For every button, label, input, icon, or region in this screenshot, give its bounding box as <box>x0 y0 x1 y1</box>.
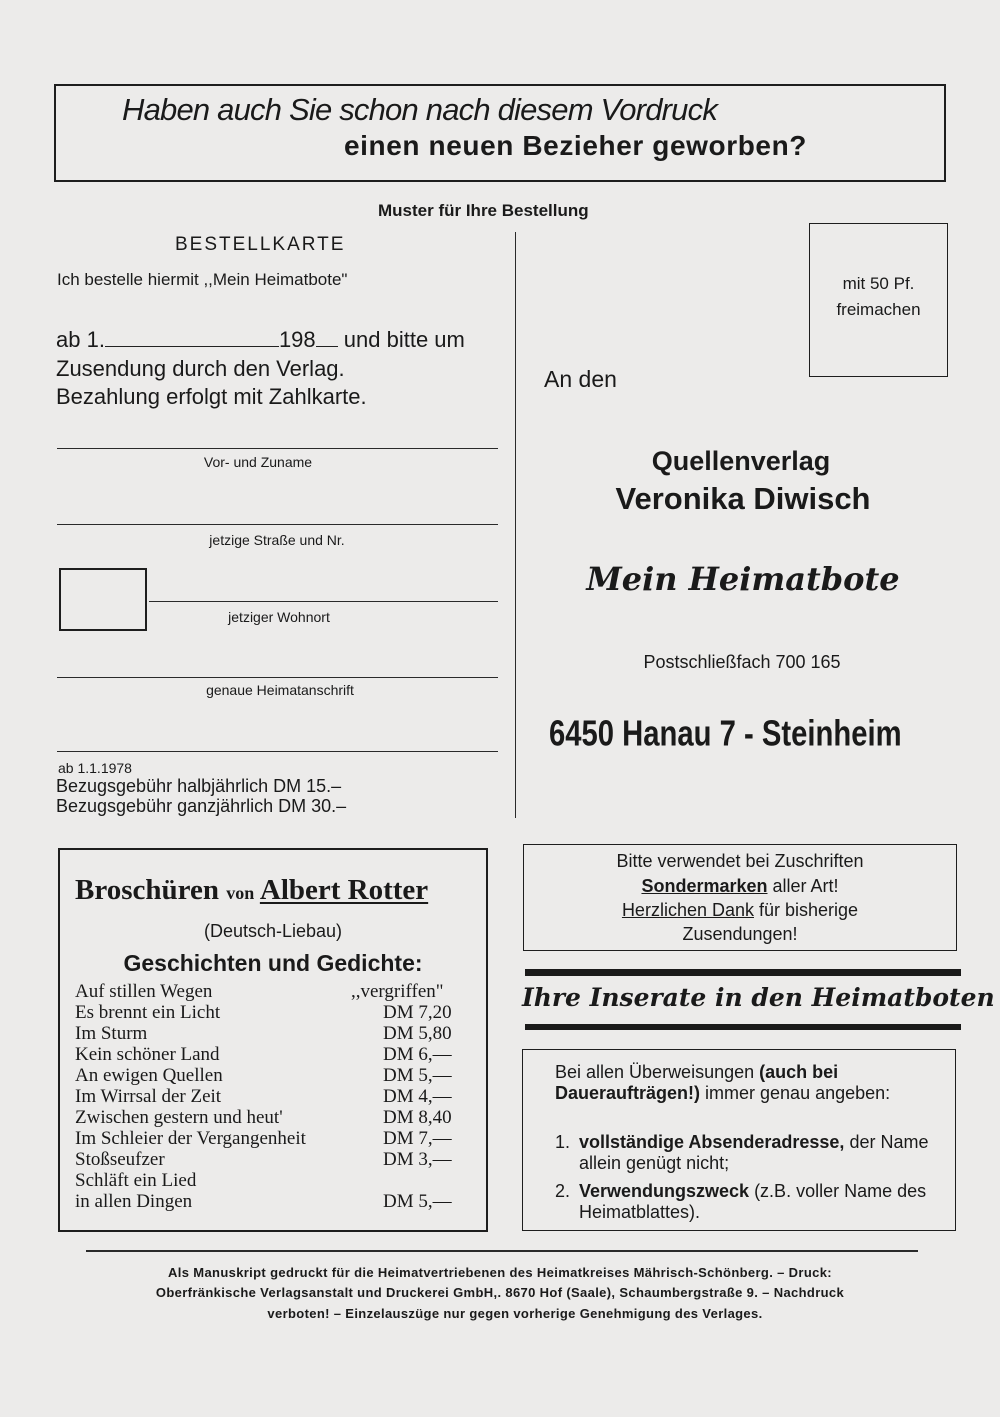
sondermarken: Sondermarken <box>641 876 768 896</box>
footer-rule <box>86 1250 918 1252</box>
city-label: jetziger Wohnort <box>228 609 330 625</box>
date-suffix: und bitte um <box>343 327 465 352</box>
extra-field[interactable] <box>57 751 498 752</box>
home-field[interactable] <box>57 677 498 678</box>
header-line-1: Haben auch Sie schon nach diesem Vordruck <box>122 92 718 127</box>
fee-full: Bezugsgebühr ganzjährlich DM 30.– <box>56 796 347 816</box>
stamps-note-l2 <box>524 876 956 897</box>
list-item: Im Schleier der Vergangenheit DM 7,— <box>75 1128 452 1149</box>
transfer-intro-b: (auch bei Daueraufträgen!) <box>555 1062 839 1103</box>
to-label: An den <box>544 366 617 392</box>
stamps-note-l1: Bitte verwendet bei Zuschriften <box>616 851 864 871</box>
footer-line-3: verboten! – Einzelauszüge nur gegen vorherige Genehmigung des Verlages. <box>267 1306 763 1321</box>
name-label: Vor- und Zuname <box>203 454 313 470</box>
brochures-origin: (Deutsch-Liebau) <box>203 921 343 941</box>
city-text: 6450 Hanau 7 - Steinheim <box>549 714 902 754</box>
list-item: Schläft ein Lied <box>75 1170 197 1191</box>
banner-rule-top <box>525 969 961 976</box>
brochures-title-von: von <box>226 883 255 903</box>
payment-line: Bezahlung erfolgt mit Zahlkarte. <box>56 384 367 409</box>
delivery-line: Zusendung durch den Verlag. <box>56 356 345 381</box>
transfer-intro-a: Bei allen Überweisungen <box>555 1062 760 1082</box>
home-label: genaue Heimatanschrift <box>206 682 354 698</box>
transfer-intro <box>555 1062 935 1104</box>
year-blank[interactable] <box>316 328 338 347</box>
ads-banner: Ihre Inserate in den Heimatboten <box>522 983 995 1012</box>
card-title: BESTELLKARTE <box>175 234 346 255</box>
transfer-item-2-num: 2. <box>555 1181 571 1201</box>
header-line-2: einen neuen Bezieher geworben? <box>344 130 807 161</box>
stamps-note-l3b: für bisherige <box>754 900 859 920</box>
list-item: Zwischen gestern und heut' DM 8,40 <box>75 1107 452 1128</box>
pobox: Postschließfach 700 165 <box>643 652 841 672</box>
herzlichen-dank: Herzlichen Dank <box>621 900 754 920</box>
list-item: Auf stillen Wegen ,,vergriffen" <box>75 981 444 1002</box>
fee-half: Bezugsgebühr halbjährlich DM 15.– <box>56 776 342 796</box>
stamp-line-2: freimachen <box>836 300 921 319</box>
name-field[interactable] <box>57 448 498 449</box>
brochures-author: Albert Rotter <box>259 874 429 906</box>
list-item: Kein schöner Land DM 6,— <box>75 1044 452 1065</box>
checkbox[interactable] <box>59 568 147 631</box>
transfer-item-1-rest: der Name allein genügt nicht; <box>579 1132 929 1173</box>
transfer-item-2-bold: Verwendungszweck <box>579 1181 750 1201</box>
transfer-item-1-bold: vollständige Absenderadresse, <box>579 1132 845 1152</box>
magazine-title: Mein Heimatbote <box>586 560 900 598</box>
card-divider <box>515 232 516 818</box>
banner-rule-bottom <box>525 1024 961 1030</box>
valid-from: ab 1.1.1978 <box>58 760 132 776</box>
footer-line-2: Oberfränkische Verlagsanstalt und Druckerei GmbH,. 8670 Hof (Saale), Schaumbergstraße 9. – Nachdruck <box>155 1285 845 1300</box>
transfer-note-box <box>522 1049 956 1231</box>
header-box <box>54 84 946 182</box>
street-field[interactable] <box>57 524 498 525</box>
street-label: jetzige Straße und Nr. <box>209 532 345 548</box>
stamps-note-l2b: aller Art! <box>767 876 839 896</box>
footer-line-1: Als Manuskript gedruckt für die Heimatvertriebenen des Heimatkreises Mährisch-Schönberg. – Druck: <box>168 1265 832 1280</box>
list-item: Im Wirrsal der Zeit DM 4,— <box>75 1086 452 1107</box>
stamps-note-box <box>523 844 957 951</box>
stamp-line-1: mit 50 Pf. <box>842 274 915 293</box>
city-line <box>549 714 959 754</box>
owner-name: Veronika Diwisch <box>615 481 871 516</box>
city-field[interactable] <box>149 601 498 602</box>
form-subtitle: Muster für Ihre Bestellung <box>378 201 589 220</box>
transfer-item-1 <box>579 1132 929 1174</box>
date-prefix: ab 1. <box>56 327 105 352</box>
date-blank[interactable] <box>105 328 279 347</box>
date-line <box>56 327 465 353</box>
year-prefix: 198 <box>278 327 316 352</box>
list-item: An ewigen Quellen DM 5,— <box>75 1065 452 1086</box>
order-line: Ich bestelle hiermit ,,Mein Heimatbote" <box>57 270 348 289</box>
stamps-note-l3 <box>524 900 956 921</box>
brochures-title-a: Broschüren <box>75 874 219 906</box>
list-item: Stoßseufzer DM 3,— <box>75 1149 452 1170</box>
list-item: in allen Dingen DM 5,— <box>75 1191 452 1212</box>
publisher-name: Quellenverlag <box>651 446 831 476</box>
brochures-title <box>75 874 428 907</box>
brochures-subtitle: Geschichten und Gedichte: <box>123 950 423 976</box>
transfer-item-2 <box>579 1181 949 1223</box>
transfer-item-1-num: 1. <box>555 1132 571 1152</box>
stamps-note-l4: Zusendungen! <box>682 924 798 944</box>
stamp-box <box>809 223 948 377</box>
list-item: Es brennt ein Licht DM 7,20 <box>75 1002 452 1023</box>
transfer-item-2-rest: (z.B. voller Name des Heimatblattes). <box>579 1181 927 1222</box>
transfer-intro-c: immer genau angeben: <box>700 1083 891 1103</box>
list-item: Im Sturm DM 5,80 <box>75 1023 452 1044</box>
